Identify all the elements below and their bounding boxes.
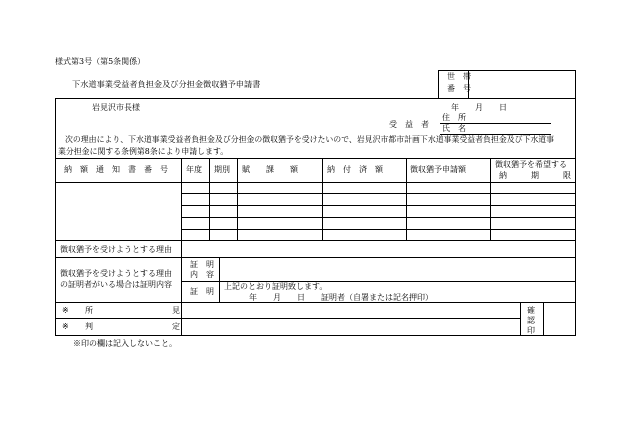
notice-number-cell[interactable] (56, 183, 181, 240)
setai-box-left-line (438, 70, 439, 98)
header-desired-deadline-2: 納 期 限 (499, 171, 571, 180)
cert-label: 証 明 (190, 287, 214, 296)
col-line (406, 158, 407, 240)
verification-seal-field (544, 303, 575, 335)
row-line (181, 229, 576, 230)
name-label: 氏 名 (442, 124, 466, 133)
col-line (209, 158, 210, 240)
table-row[interactable] (182, 206, 209, 217)
date-label: 年 月 日 (451, 103, 507, 112)
setai-number-field[interactable] (469, 71, 575, 97)
col-line (490, 158, 491, 240)
beneficiary-label: 受 益 者 (389, 120, 429, 129)
certifier-divider (181, 257, 182, 302)
certifier-label-2: の証明者がいる場合は証明内容 (60, 280, 172, 289)
office-opinion-mark: ※ (62, 306, 69, 315)
reason-field[interactable] (182, 241, 575, 257)
cert-content-label-1: 証 明 (190, 260, 214, 269)
office-opinion-label-1: 所 (85, 306, 93, 315)
row-line (181, 205, 576, 206)
certifier-label-1: 徴収猶予を受けようとする理由 (60, 269, 172, 278)
cert-date-line: 年 月 日 証明者（自署または記名押印） (249, 293, 433, 302)
name-field[interactable] (470, 124, 550, 134)
footnote: ※印の欄は記入しないこと。 (73, 339, 177, 348)
col-line (322, 158, 323, 240)
decision-label-1: 判 (85, 322, 93, 331)
address-label: 住 所 (442, 113, 466, 122)
address-field[interactable] (470, 111, 550, 122)
decision-field (182, 319, 520, 335)
header-period: 期別 (214, 165, 230, 174)
header-fiscal-year: 年度 (186, 165, 202, 174)
cert-content-label-2: 内 容 (190, 270, 214, 279)
office-opinion-field (182, 303, 520, 318)
body-text-line-1: 次の理由により、下水道事業受益者負担金及び分担金の徴収猶予を受けたいので、岩見沢市都市計画下水道事業受益者負担金及び下水道事 (65, 135, 555, 144)
frame-bottom-line (55, 335, 576, 336)
table-row[interactable] (182, 218, 209, 229)
office-opinion-label-2: 見 (172, 306, 180, 315)
header-paid-amount: 納 付 済 額 (327, 165, 383, 174)
row-line (181, 217, 576, 218)
form-title: 下水道事業受益者負担金及び分担金徴収猶予申請書 (72, 79, 261, 89)
row-line (181, 193, 576, 194)
frame-top-line (55, 98, 576, 99)
cert-content-field[interactable] (220, 258, 575, 281)
header-notice-number: 納 額 通 知 書 番 号 (64, 165, 168, 174)
header-desired-deadline-1: 徴収猶予を希望する (495, 160, 567, 169)
decision-label-2: 定 (172, 322, 180, 331)
verification-seal-label: 確認印 (527, 306, 535, 335)
addressee: 岩見沢市長様 (92, 103, 140, 112)
header-assessed-amount: 賦 課 額 (242, 165, 298, 174)
table-top-line (55, 158, 576, 159)
table-row[interactable] (182, 194, 209, 205)
setai-label-2: 番 号 (447, 84, 471, 93)
frame-right-line (575, 70, 576, 335)
setai-label-1: 世 帯 (447, 72, 471, 81)
reason-label: 徴収猶予を受けようとする理由 (60, 245, 172, 254)
form-number: 様式第3号（第5条関係） (55, 57, 146, 66)
seal-left-line (520, 302, 521, 335)
cert-statement: 上記のとおり証明致します。 (224, 282, 328, 291)
table-row[interactable] (182, 230, 209, 240)
decision-mark: ※ (62, 322, 69, 331)
table-row[interactable] (182, 183, 209, 193)
header-deferral-request-amount: 徴収猶予申請額 (410, 165, 466, 174)
col-line (237, 158, 238, 240)
body-text-line-2: 業分担金に関する条例第8条により申請します。 (58, 147, 229, 156)
